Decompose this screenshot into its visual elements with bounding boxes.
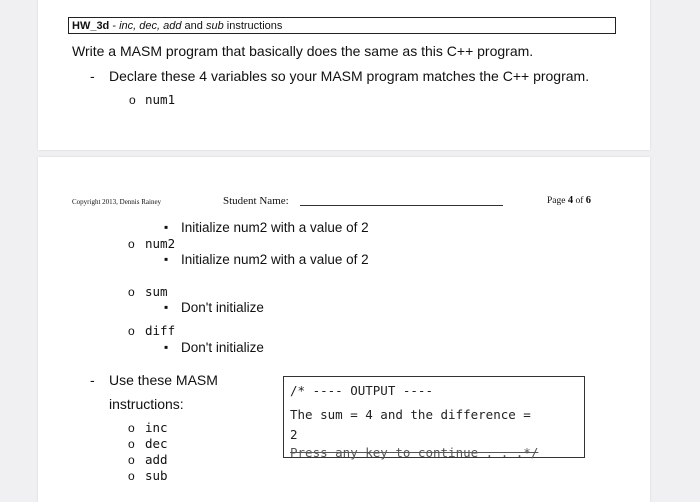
output-diff-value: 2 [290,427,298,442]
output-continue-line: Press any key to continue . . .*/ [290,445,539,460]
num1-init-text: Initialize num2 with a value of 2 [181,220,369,235]
num2-init-text: Initialize num2 with a value of 2 [181,252,369,267]
heading-word-inc: inc, [119,20,137,32]
circle-bullet: o [128,285,135,299]
dash-bullet: - [90,68,95,84]
page-label: Page [547,196,566,206]
circle-bullet: o [129,93,136,107]
use-masm-line2: instructions: [109,396,184,412]
heading-separator: - [112,20,117,32]
use-masm-line1: Use these MASM [109,372,218,388]
square-bullet: ▪ [164,252,169,266]
output-sum-line: The sum = 4 and the difference = [290,407,531,422]
square-bullet: ▪ [164,220,169,234]
assignment-heading-box [68,17,616,34]
variable-sum: sum [145,284,168,299]
heading-word-dec: dec, [139,20,161,32]
student-name-field-line [300,205,503,206]
copyright-notice: Copyright 2013, Dennis Rainey [72,198,162,206]
circle-bullet: o [128,237,135,251]
circle-bullet: o [128,453,135,467]
circle-bullet: o [128,421,135,435]
heading-word-sub: sub [205,20,224,32]
square-bullet: ▪ [164,340,169,354]
page-number [547,195,591,206]
declare-instruction: Declare these 4 variables so your MASM program matches the C++ program. [109,68,590,84]
document-page-top [38,0,650,150]
page-current: 4 [567,195,574,206]
page-of: of [575,196,584,206]
instruction-add: add [145,452,168,467]
heading-and: and [184,20,203,32]
circle-bullet: o [128,324,135,338]
page-total: 6 [585,195,592,206]
circle-bullet: o [128,437,135,451]
instruction-sub: sub [145,468,168,483]
dash-bullet: - [90,372,95,388]
intro-text: Write a MASM program that basically does the same as this C++ program. [72,43,534,59]
document-page-bottom [38,157,650,502]
assignment-code: HW_3d [72,20,110,32]
heading-tail: instructions [226,20,283,32]
circle-bullet: o [128,469,135,483]
heading-word-add: add [163,20,182,32]
instruction-dec: dec [145,436,168,451]
variable-diff: diff [145,323,176,338]
variable-num1: num1 [145,92,176,107]
sum-init-text: Don't initialize [181,300,264,315]
instruction-inc: inc [145,420,168,435]
output-header: /* ---- OUTPUT ---- [290,383,433,398]
diff-init-text: Don't initialize [181,340,264,355]
program-output-box [283,376,585,458]
student-name-label: Student Name: [223,195,289,207]
square-bullet: ▪ [164,300,169,314]
variable-num2: num2 [145,236,176,251]
